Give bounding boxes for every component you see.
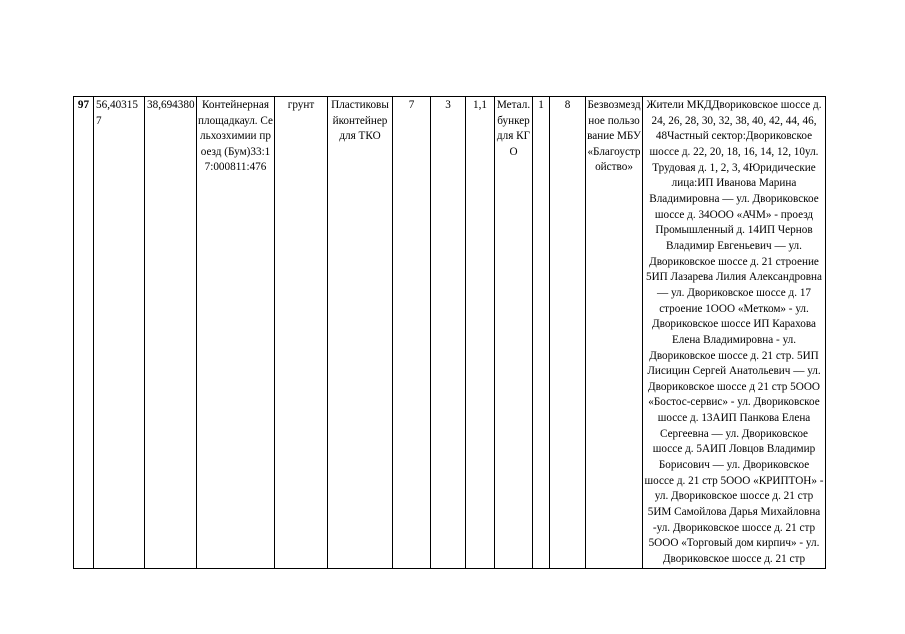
- register-table: [73, 96, 826, 569]
- container-type-cell: Пластиковыйконтейнер для ТКО: [328, 97, 393, 569]
- bunker-volume-cell: 8: [550, 97, 586, 569]
- location-cell: Контейнерная площадкаул. Сельхозхимии проезд (Бум)33:17:000811:476: [197, 97, 275, 569]
- users-cell: Жители МКДДвориковское шоссе д. 24, 26, 28, 30, 32, 38, 40, 42, 44, 46, 48Частный сектор:Двориковское шоссе д. 22, 20, 18, 16, 14, 12, 10ул. Трудовая д. 1, 2, 3, 4Юридические лица:ИП Иванова Марина Владимировна — ул. Двориковское шоссе д. 34ООО «АЧМ» - проезд Промышленный д. 14ИП Чернов Владимир Евгеньевич — ул. Двориковское шоссе д. 21 строение 5ИП Лазарева Лилия Александровна — ул. Двориковское шоссе д. 17 строение 1ООО «Метком» - ул. Двориковское шоссе ИП Карахова Елена Владимировна - ул. Двориковское шоссе д. 21 стр. 5ИП Лисицин Сергей Анатольевич — ул. Двориковское шоссе д 21 стр 5ООО «Бостос-сервис» - ул. Двориковское шоссе д. 13АИП Панкова Елена Сергеевна — ул. Двориковское шоссе д. 5АИП Ловцов Владимир Борисович — ул. Двориковское шоссе д. 21 стр 5ООО «КРИПТОН» - ул. Двориковское шоссе д. 21 стр 5ИМ Самойлова Дарья Михайловна -ул. Двориковское шоссе д. 21 стр 5ООО «Торговый дом кирпич» - ул. Двориковское шоссе д. 21 стр: [643, 97, 826, 569]
- bunker-count-cell: 1: [533, 97, 550, 569]
- table-row: [74, 97, 826, 569]
- longitude-cell: 38,694380: [145, 97, 197, 569]
- surface-cell: грунт: [275, 97, 328, 569]
- latitude-cell: 56,403157: [94, 97, 145, 569]
- bunker-cell: Метал. бункер для КГО: [495, 97, 533, 569]
- count-a-cell: 7: [393, 97, 431, 569]
- row-number: 97: [74, 97, 94, 569]
- count-b-cell: 3: [431, 97, 466, 569]
- owner-cell: Безвозмездное пользование МБУ «Благоустройство»: [586, 97, 643, 569]
- volume-cell: 1,1: [466, 97, 495, 569]
